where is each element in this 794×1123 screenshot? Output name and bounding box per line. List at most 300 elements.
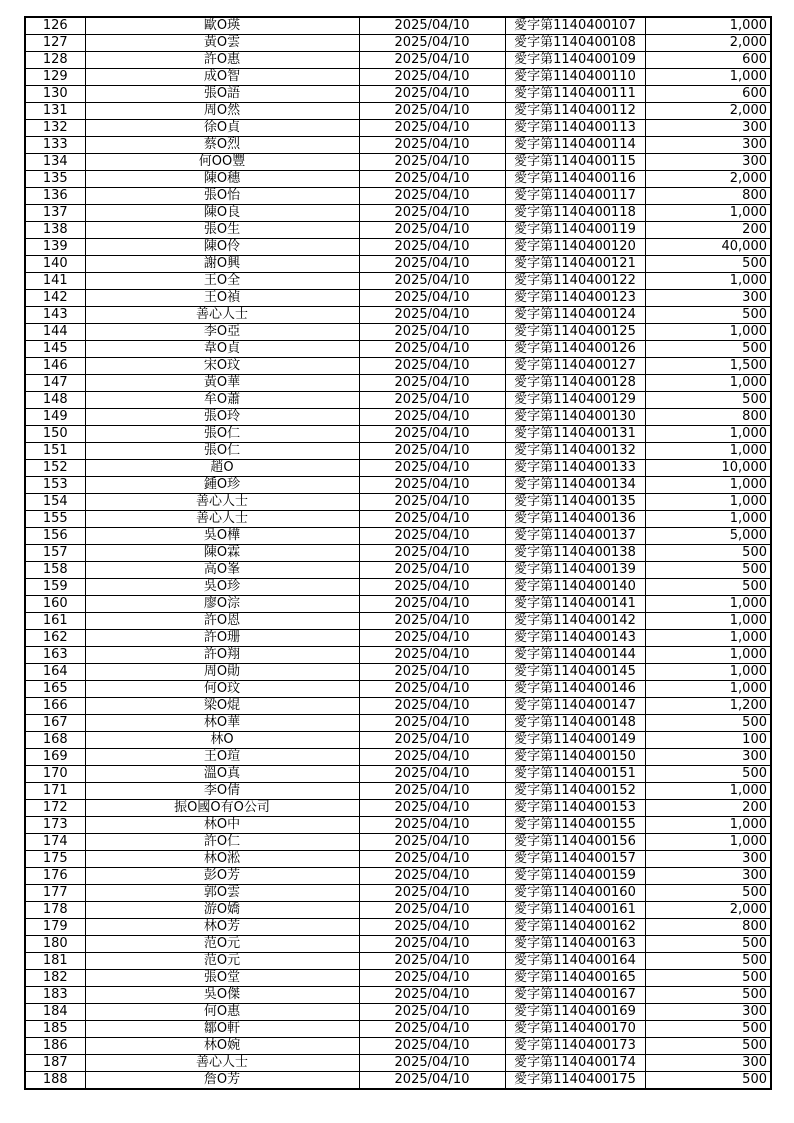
table-row (25, 443, 771, 460)
donation-date: 2025/04/10 (359, 936, 505, 953)
receipt-number: 愛字第1140400167 (505, 987, 645, 1004)
receipt-number: 愛字第1140400136 (505, 511, 645, 528)
table-row (25, 375, 771, 392)
receipt-number: 愛字第1140400164 (505, 953, 645, 970)
receipt-number: 愛字第1140400117 (505, 188, 645, 205)
donation-date: 2025/04/10 (359, 69, 505, 86)
receipt-number: 愛字第1140400157 (505, 851, 645, 868)
table-row (25, 681, 771, 698)
donor-name: 溫O真 (85, 766, 359, 783)
donor-name: 吳O傑 (85, 987, 359, 1004)
row-number: 176 (25, 868, 85, 885)
row-number: 184 (25, 1004, 85, 1021)
table-row (25, 324, 771, 341)
row-number: 155 (25, 511, 85, 528)
receipt-number: 愛字第1140400134 (505, 477, 645, 494)
table-row (25, 1072, 771, 1090)
receipt-number: 愛字第1140400169 (505, 1004, 645, 1021)
donation-amount: 600 (645, 86, 771, 103)
receipt-number: 愛字第1140400137 (505, 528, 645, 545)
donation-date: 2025/04/10 (359, 154, 505, 171)
donation-date: 2025/04/10 (359, 630, 505, 647)
table-row (25, 630, 771, 647)
row-number: 127 (25, 35, 85, 52)
row-number: 134 (25, 154, 85, 171)
donor-name: 振O國O有O公司 (85, 800, 359, 817)
donation-date: 2025/04/10 (359, 290, 505, 307)
donation-date: 2025/04/10 (359, 35, 505, 52)
table-row (25, 154, 771, 171)
row-number: 141 (25, 273, 85, 290)
row-number: 158 (25, 562, 85, 579)
receipt-number: 愛字第1140400143 (505, 630, 645, 647)
donation-date: 2025/04/10 (359, 953, 505, 970)
row-number: 187 (25, 1055, 85, 1072)
donation-date: 2025/04/10 (359, 409, 505, 426)
donation-amount: 300 (645, 137, 771, 154)
row-number: 150 (25, 426, 85, 443)
donor-name: 彭O芳 (85, 868, 359, 885)
table-row (25, 834, 771, 851)
donation-table (24, 16, 772, 1090)
table-row (25, 1055, 771, 1072)
donation-amount: 1,000 (645, 647, 771, 664)
donation-date: 2025/04/10 (359, 800, 505, 817)
donation-amount: 500 (645, 392, 771, 409)
donor-name: 林O芳 (85, 919, 359, 936)
donation-amount: 1,000 (645, 426, 771, 443)
donation-date: 2025/04/10 (359, 715, 505, 732)
row-number: 126 (25, 17, 85, 35)
table-row (25, 749, 771, 766)
table-row (25, 358, 771, 375)
donation-date: 2025/04/10 (359, 273, 505, 290)
row-number: 163 (25, 647, 85, 664)
donor-name: 牟O蕭 (85, 392, 359, 409)
row-number: 186 (25, 1038, 85, 1055)
row-number: 185 (25, 1021, 85, 1038)
table-row (25, 851, 771, 868)
donation-date: 2025/04/10 (359, 732, 505, 749)
receipt-number: 愛字第1140400124 (505, 307, 645, 324)
receipt-number: 愛字第1140400145 (505, 664, 645, 681)
donor-name: 善心人士 (85, 1055, 359, 1072)
donation-date: 2025/04/10 (359, 103, 505, 120)
table-row (25, 783, 771, 800)
donation-amount: 1,000 (645, 613, 771, 630)
donation-date: 2025/04/10 (359, 358, 505, 375)
row-number: 159 (25, 579, 85, 596)
table-row (25, 698, 771, 715)
row-number: 169 (25, 749, 85, 766)
receipt-number: 愛字第1140400156 (505, 834, 645, 851)
row-number: 156 (25, 528, 85, 545)
donation-date: 2025/04/10 (359, 766, 505, 783)
donation-amount: 1,000 (645, 783, 771, 800)
row-number: 183 (25, 987, 85, 1004)
table-row (25, 35, 771, 52)
table-row (25, 987, 771, 1004)
row-number: 164 (25, 664, 85, 681)
donor-name: 游O嬌 (85, 902, 359, 919)
donation-date: 2025/04/10 (359, 817, 505, 834)
receipt-number: 愛字第1140400116 (505, 171, 645, 188)
donation-amount: 40,000 (645, 239, 771, 256)
donation-amount: 1,000 (645, 324, 771, 341)
table-row (25, 528, 771, 545)
table-row (25, 613, 771, 630)
receipt-number: 愛字第1140400114 (505, 137, 645, 154)
donor-name: 張O堂 (85, 970, 359, 987)
donor-name: 許O翔 (85, 647, 359, 664)
donation-amount: 1,200 (645, 698, 771, 715)
donor-name: 陳O伶 (85, 239, 359, 256)
donor-name: 范O元 (85, 953, 359, 970)
donor-name: 周O然 (85, 103, 359, 120)
row-number: 143 (25, 307, 85, 324)
donation-amount: 300 (645, 1004, 771, 1021)
row-number: 168 (25, 732, 85, 749)
donation-date: 2025/04/10 (359, 783, 505, 800)
donation-date: 2025/04/10 (359, 341, 505, 358)
donation-date: 2025/04/10 (359, 443, 505, 460)
table-row (25, 188, 771, 205)
donation-date: 2025/04/10 (359, 562, 505, 579)
donation-date: 2025/04/10 (359, 120, 505, 137)
donor-name: 許O仁 (85, 834, 359, 851)
table-row (25, 800, 771, 817)
receipt-number: 愛字第1140400132 (505, 443, 645, 460)
table-row (25, 17, 771, 35)
receipt-number: 愛字第1140400131 (505, 426, 645, 443)
donation-amount: 1,500 (645, 358, 771, 375)
row-number: 153 (25, 477, 85, 494)
donation-amount: 500 (645, 936, 771, 953)
donation-date: 2025/04/10 (359, 239, 505, 256)
table-row (25, 647, 771, 664)
donor-name: 趙O (85, 460, 359, 477)
row-number: 178 (25, 902, 85, 919)
donation-amount: 1,000 (645, 477, 771, 494)
donor-name: 詹O芳 (85, 1072, 359, 1090)
donation-amount: 1,000 (645, 834, 771, 851)
receipt-number: 愛字第1140400174 (505, 1055, 645, 1072)
donation-amount: 300 (645, 120, 771, 137)
donor-name: 張O仁 (85, 443, 359, 460)
receipt-number: 愛字第1140400120 (505, 239, 645, 256)
donation-amount: 800 (645, 409, 771, 426)
donor-name: 張O仁 (85, 426, 359, 443)
donation-date: 2025/04/10 (359, 426, 505, 443)
table-row (25, 919, 771, 936)
donor-name: 善心人士 (85, 511, 359, 528)
row-number: 146 (25, 358, 85, 375)
row-number: 180 (25, 936, 85, 953)
row-number: 145 (25, 341, 85, 358)
donation-date: 2025/04/10 (359, 987, 505, 1004)
donation-date: 2025/04/10 (359, 749, 505, 766)
donation-amount: 300 (645, 868, 771, 885)
table-row (25, 664, 771, 681)
row-number: 142 (25, 290, 85, 307)
receipt-number: 愛字第1140400149 (505, 732, 645, 749)
donation-amount: 1,000 (645, 630, 771, 647)
receipt-number: 愛字第1140400165 (505, 970, 645, 987)
row-number: 148 (25, 392, 85, 409)
row-number: 170 (25, 766, 85, 783)
row-number: 140 (25, 256, 85, 273)
donor-name: 林O淞 (85, 851, 359, 868)
donation-date: 2025/04/10 (359, 477, 505, 494)
table-row (25, 307, 771, 324)
receipt-number: 愛字第1140400133 (505, 460, 645, 477)
receipt-number: 愛字第1140400146 (505, 681, 645, 698)
donation-date: 2025/04/10 (359, 613, 505, 630)
donor-name: 吳O樺 (85, 528, 359, 545)
receipt-number: 愛字第1140400135 (505, 494, 645, 511)
donor-name: 蔡O烈 (85, 137, 359, 154)
row-number: 161 (25, 613, 85, 630)
receipt-number: 愛字第1140400109 (505, 52, 645, 69)
donation-amount: 2,000 (645, 103, 771, 120)
donation-amount: 1,000 (645, 817, 771, 834)
row-number: 147 (25, 375, 85, 392)
donation-date: 2025/04/10 (359, 324, 505, 341)
table-row (25, 290, 771, 307)
donation-date: 2025/04/10 (359, 596, 505, 613)
donation-date: 2025/04/10 (359, 664, 505, 681)
donation-amount: 5,000 (645, 528, 771, 545)
receipt-number: 愛字第1140400139 (505, 562, 645, 579)
donor-name: 徐O貞 (85, 120, 359, 137)
donor-name: 范O元 (85, 936, 359, 953)
table-row (25, 103, 771, 120)
donation-amount: 800 (645, 188, 771, 205)
donor-name: 梁O焜 (85, 698, 359, 715)
row-number: 173 (25, 817, 85, 834)
donation-date: 2025/04/10 (359, 137, 505, 154)
row-number: 136 (25, 188, 85, 205)
receipt-number: 愛字第1140400138 (505, 545, 645, 562)
row-number: 181 (25, 953, 85, 970)
donation-amount: 500 (645, 1021, 771, 1038)
donation-date: 2025/04/10 (359, 1021, 505, 1038)
table-row (25, 256, 771, 273)
receipt-number: 愛字第1140400150 (505, 749, 645, 766)
donor-name: 何O玟 (85, 681, 359, 698)
table-row (25, 732, 771, 749)
table-row (25, 426, 771, 443)
table-row (25, 341, 771, 358)
row-number: 133 (25, 137, 85, 154)
donation-amount: 1,000 (645, 17, 771, 35)
donation-date: 2025/04/10 (359, 511, 505, 528)
donor-name: 何OO豐 (85, 154, 359, 171)
receipt-number: 愛字第1140400142 (505, 613, 645, 630)
donation-table-body (25, 17, 771, 1089)
receipt-number: 愛字第1140400107 (505, 17, 645, 35)
receipt-number: 愛字第1140400112 (505, 103, 645, 120)
donation-date: 2025/04/10 (359, 307, 505, 324)
row-number: 174 (25, 834, 85, 851)
row-number: 162 (25, 630, 85, 647)
row-number: 165 (25, 681, 85, 698)
table-row (25, 409, 771, 426)
donation-date: 2025/04/10 (359, 681, 505, 698)
donor-name: 張O玲 (85, 409, 359, 426)
receipt-number: 愛字第1140400118 (505, 205, 645, 222)
donation-amount: 500 (645, 953, 771, 970)
donation-amount: 500 (645, 579, 771, 596)
donation-amount: 500 (645, 715, 771, 732)
receipt-number: 愛字第1140400113 (505, 120, 645, 137)
table-row (25, 137, 771, 154)
table-row (25, 596, 771, 613)
receipt-number: 愛字第1140400162 (505, 919, 645, 936)
table-row (25, 273, 771, 290)
table-row (25, 477, 771, 494)
receipt-number: 愛字第1140400155 (505, 817, 645, 834)
donation-date: 2025/04/10 (359, 579, 505, 596)
receipt-number: 愛字第1140400161 (505, 902, 645, 919)
receipt-number: 愛字第1140400111 (505, 86, 645, 103)
donor-name: 張O怡 (85, 188, 359, 205)
donor-name: 高O峯 (85, 562, 359, 579)
row-number: 160 (25, 596, 85, 613)
donation-date: 2025/04/10 (359, 902, 505, 919)
donor-name: 歐O瑛 (85, 17, 359, 35)
receipt-number: 愛字第1140400148 (505, 715, 645, 732)
row-number: 130 (25, 86, 85, 103)
donation-date: 2025/04/10 (359, 460, 505, 477)
row-number: 167 (25, 715, 85, 732)
row-number: 182 (25, 970, 85, 987)
table-row (25, 885, 771, 902)
receipt-number: 愛字第1140400115 (505, 154, 645, 171)
row-number: 131 (25, 103, 85, 120)
row-number: 138 (25, 222, 85, 239)
donation-amount: 500 (645, 1072, 771, 1090)
donation-amount: 600 (645, 52, 771, 69)
donation-date: 2025/04/10 (359, 256, 505, 273)
donation-date: 2025/04/10 (359, 834, 505, 851)
donation-date: 2025/04/10 (359, 375, 505, 392)
receipt-number: 愛字第1140400108 (505, 35, 645, 52)
donation-amount: 1,000 (645, 69, 771, 86)
table-row (25, 86, 771, 103)
donation-amount: 100 (645, 732, 771, 749)
donor-name: 林O華 (85, 715, 359, 732)
row-number: 139 (25, 239, 85, 256)
donation-amount: 500 (645, 545, 771, 562)
table-row (25, 205, 771, 222)
donation-amount: 2,000 (645, 35, 771, 52)
row-number: 144 (25, 324, 85, 341)
table-row (25, 239, 771, 256)
donation-date: 2025/04/10 (359, 52, 505, 69)
row-number: 179 (25, 919, 85, 936)
donor-name: 善心人士 (85, 307, 359, 324)
donation-amount: 500 (645, 256, 771, 273)
receipt-number: 愛字第1140400144 (505, 647, 645, 664)
receipt-number: 愛字第1140400147 (505, 698, 645, 715)
donation-amount: 500 (645, 1038, 771, 1055)
donation-date: 2025/04/10 (359, 86, 505, 103)
donation-amount: 300 (645, 1055, 771, 1072)
table-row (25, 222, 771, 239)
receipt-number: 愛字第1140400119 (505, 222, 645, 239)
row-number: 152 (25, 460, 85, 477)
donation-date: 2025/04/10 (359, 851, 505, 868)
table-row (25, 868, 771, 885)
receipt-number: 愛字第1140400153 (505, 800, 645, 817)
donation-date: 2025/04/10 (359, 919, 505, 936)
receipt-number: 愛字第1140400173 (505, 1038, 645, 1055)
receipt-number: 愛字第1140400126 (505, 341, 645, 358)
row-number: 175 (25, 851, 85, 868)
receipt-number: 愛字第1140400123 (505, 290, 645, 307)
donation-amount: 500 (645, 307, 771, 324)
table-row (25, 579, 771, 596)
donor-name: 李O倩 (85, 783, 359, 800)
donation-amount: 2,000 (645, 902, 771, 919)
table-row (25, 562, 771, 579)
donor-name: 林O (85, 732, 359, 749)
receipt-number: 愛字第1140400140 (505, 579, 645, 596)
donor-name: 陳O霖 (85, 545, 359, 562)
table-row (25, 69, 771, 86)
donor-name: 周O勛 (85, 664, 359, 681)
donor-name: 成O智 (85, 69, 359, 86)
donation-date: 2025/04/10 (359, 205, 505, 222)
donation-amount: 500 (645, 970, 771, 987)
donor-name: 陳O穗 (85, 171, 359, 188)
donor-name: 謝O興 (85, 256, 359, 273)
donation-amount: 1,000 (645, 375, 771, 392)
row-number: 149 (25, 409, 85, 426)
table-row (25, 936, 771, 953)
donation-date: 2025/04/10 (359, 1055, 505, 1072)
donation-date: 2025/04/10 (359, 647, 505, 664)
donor-name: 許O惠 (85, 52, 359, 69)
table-row (25, 460, 771, 477)
donor-name: 王O禎 (85, 290, 359, 307)
donor-name: 張O生 (85, 222, 359, 239)
table-row (25, 1004, 771, 1021)
receipt-number: 愛字第1140400163 (505, 936, 645, 953)
receipt-number: 愛字第1140400121 (505, 256, 645, 273)
donation-date: 2025/04/10 (359, 698, 505, 715)
donation-amount: 500 (645, 885, 771, 902)
receipt-number: 愛字第1140400129 (505, 392, 645, 409)
donation-date: 2025/04/10 (359, 1004, 505, 1021)
donation-date: 2025/04/10 (359, 188, 505, 205)
donation-amount: 300 (645, 154, 771, 171)
table-row (25, 953, 771, 970)
table-row (25, 392, 771, 409)
donation-date: 2025/04/10 (359, 1072, 505, 1090)
donation-date: 2025/04/10 (359, 171, 505, 188)
receipt-number: 愛字第1140400128 (505, 375, 645, 392)
row-number: 157 (25, 545, 85, 562)
donor-name: 王O全 (85, 273, 359, 290)
donor-name: 鍾O珍 (85, 477, 359, 494)
donation-amount: 300 (645, 851, 771, 868)
donor-name: 許O珊 (85, 630, 359, 647)
row-number: 129 (25, 69, 85, 86)
table-row (25, 494, 771, 511)
donation-date: 2025/04/10 (359, 528, 505, 545)
